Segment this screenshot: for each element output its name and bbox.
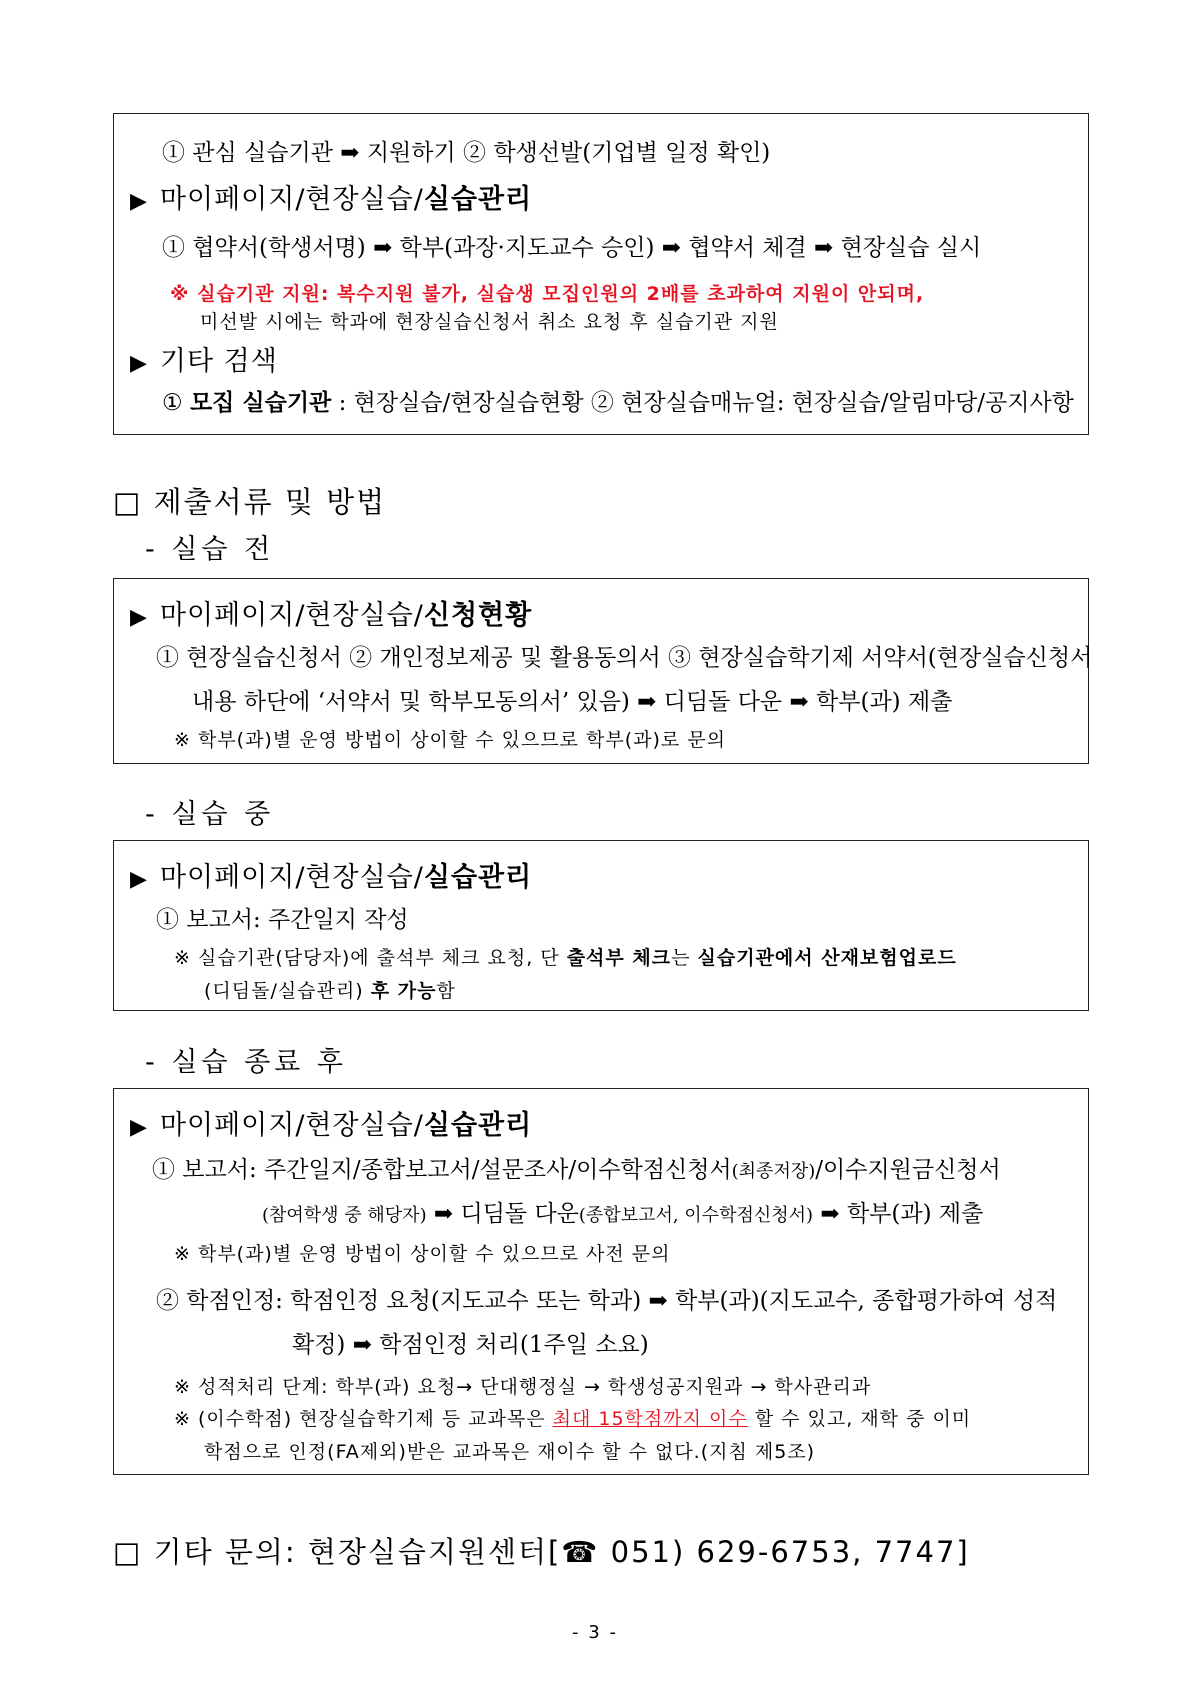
before-practice-subheading: - 실습 전 [145,534,275,565]
after-report-line-1: ① 보고서: 주간일지/종합보고서/설문조사/이수학점신청서(최종저장)/이수지원금신청서 [152,1157,1001,1183]
after-report-line-2: (참여학생 중 해당자) ➡ 디딤돌 다운(종합보고서, 이수학점신청서) ➡ 학부(과) 제출 [262,1201,984,1227]
credit-recognition-line-1: ② 학점인정: 학점인정 요청(지도교수 또는 학과) ➡ 학부(과)(지도교수, 종합평가하여 성적 [156,1288,1058,1314]
page-number: - 3 - [572,1622,618,1643]
application-warning-note-cont: 미선발 시에는 학과에 현장실습신청서 취소 요청 후 실습기관 지원 [200,311,779,333]
before-note: ※ 학부(과)별 운영 방법이 상이할 수 있으므로 학부(과)로 문의 [174,729,727,751]
apply-steps-line: ① 관심 실습기관 ➡ 지원하기 ② 학생선발(기업별 일정 확인) [162,140,771,166]
triangle-bullet-icon: ▶ [130,867,148,892]
credit-limit-note: ※ (이수학점) 현장실습학기제 등 교과목은 최대 15학점까지 이수 할 수 있고, 재학 중 이미 [174,1408,972,1430]
info-box-before [113,578,1093,764]
mypage-practice-management-heading: ▶ 마이페이지/현장실습/실습관리 [130,184,533,215]
credit-recognition-line-2: 확정) ➡ 학점인정 처리(1주일 소요) [292,1332,649,1358]
weekly-report-line: ① 보고서: 주간일지 작성 [156,907,409,933]
attendance-note-1: ※ 실습기관(담당자)에 출석부 체크 요청, 단 출석부 체크는 실습기관에서 산재보험업로드 [174,947,957,969]
before-docs-line-2: 내용 하단에 ‘서약서 및 학부모동의서’ 있음) ➡ 디딤돌 다운 ➡ 학부(과) 제출 [192,689,953,715]
contact-info-heading: □ 기타 문의: 현장실습지원센터[☎ 051) 629-6753, 7747] [113,1535,970,1569]
triangle-bullet-icon: ▶ [130,1115,148,1140]
submission-documents-heading: □ 제출서류 및 방법 [113,485,387,519]
agreement-steps-line: ① 협약서(학생서명) ➡ 학부(과장·지도교수 승인) ➡ 협약서 체결 ➡ 현장실습 실시 [162,235,982,261]
before-docs-line-1: ① 현장실습신청서 ② 개인정보제공 및 활용동의서 ③ 현장실습학기제 서약서(현장실습신청서 [156,645,1093,671]
mypage-practice-management-heading: ▶ 마이페이지/현장실습/실습관리 [130,862,533,893]
info-box-after [113,1088,1089,1475]
after-note-1: ※ 학부(과)별 운영 방법이 상이할 수 있으므로 사전 문의 [174,1243,671,1265]
triangle-bullet-icon: ▶ [130,351,148,376]
after-practice-subheading: - 실습 종료 후 [145,1047,347,1078]
mypage-application-status-heading: ▶ 마이페이지/현장실습/신청현황 [130,600,533,631]
other-search-heading: ▶ 기타 검색 [130,346,278,377]
info-box-during [113,840,1089,1011]
application-warning-note: ※ 실습기관 지원: 복수지원 불가, 실습생 모집인원의 2배를 초과하여 지원이 안되며, [170,283,925,305]
triangle-bullet-icon: ▶ [130,189,148,214]
during-practice-subheading: - 실습 중 [145,799,275,830]
triangle-bullet-icon: ▶ [130,605,148,630]
mypage-practice-management-heading: ▶ 마이페이지/현장실습/실습관리 [130,1110,533,1141]
search-paths-line: ① 모집 실습기관 : 현장실습/현장실습현황 ② 현장실습매뉴얼: 현장실습/알림마당/공지사항 [162,389,1074,416]
grade-process-note: ※ 성적처리 단계: 학부(과) 요청→ 단대행정실 → 학생성공지원과 → 학사관리과 [174,1376,872,1398]
attendance-note-2: (디딤돌/실습관리) 후 가능함 [204,980,456,1002]
credit-limit-note-cont: 학점으로 인정(FA제외)받은 교과목은 재이수 할 수 없다.(지침 제5조) [204,1441,816,1463]
info-box-apply [113,113,1089,435]
